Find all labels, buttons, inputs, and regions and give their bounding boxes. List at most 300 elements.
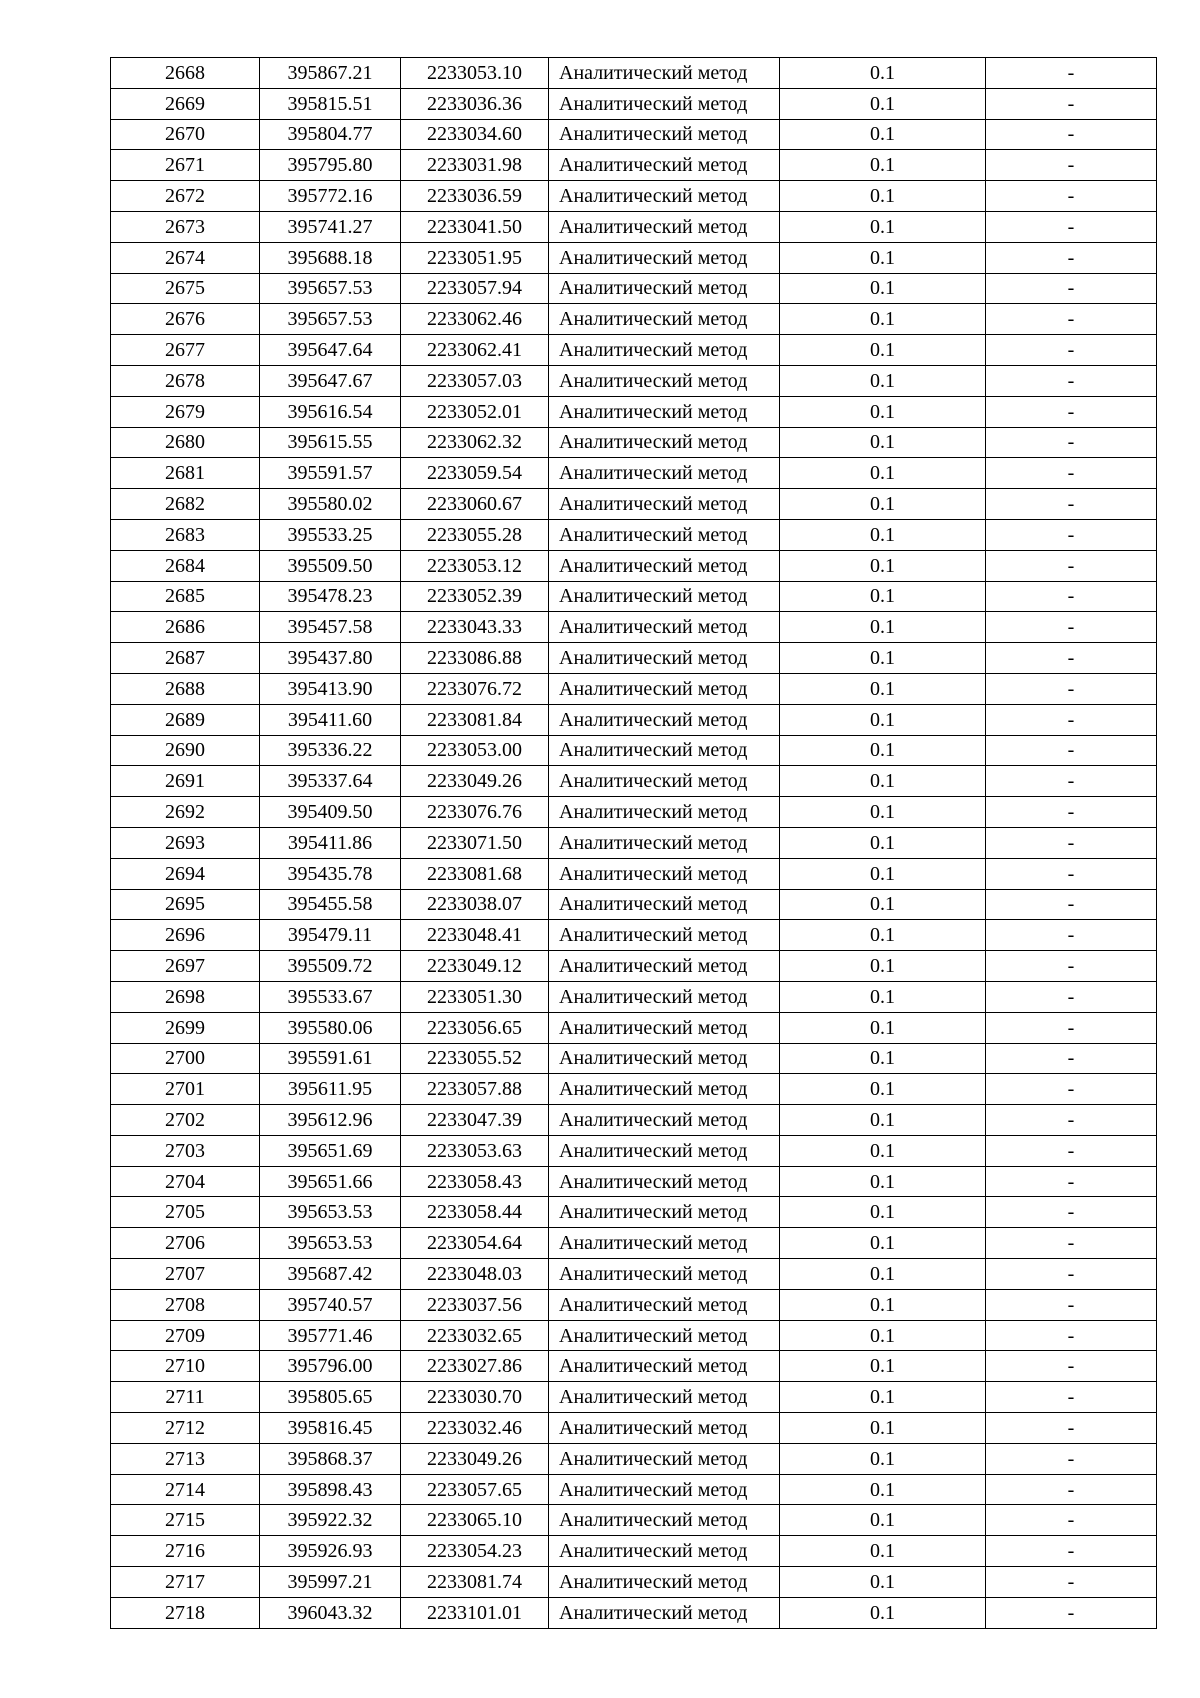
point-number-cell: 2673 (111, 211, 260, 242)
accuracy-cell: 0.1 (780, 211, 986, 242)
point-number-cell: 2669 (111, 88, 260, 119)
x-coordinate-cell: 395435.78 (260, 858, 401, 889)
x-coordinate-cell: 395868.37 (260, 1443, 401, 1474)
x-coordinate-cell: 395804.77 (260, 119, 401, 150)
note-cell: - (986, 1567, 1157, 1598)
point-number-cell: 2692 (111, 797, 260, 828)
table-row (111, 612, 1157, 643)
note-cell: - (986, 1197, 1157, 1228)
point-number-cell: 2672 (111, 181, 260, 212)
y-coordinate-cell: 2233060.67 (401, 489, 549, 520)
point-number-cell: 2687 (111, 643, 260, 674)
point-number-cell: 2711 (111, 1382, 260, 1413)
point-number-cell: 2707 (111, 1259, 260, 1290)
table-row (111, 427, 1157, 458)
y-coordinate-cell: 2233049.26 (401, 1443, 549, 1474)
note-cell: - (986, 735, 1157, 766)
accuracy-cell: 0.1 (780, 1228, 986, 1259)
x-coordinate-cell: 395580.06 (260, 1012, 401, 1043)
method-cell: Аналитический метод (549, 1443, 780, 1474)
accuracy-cell: 0.1 (780, 150, 986, 181)
method-cell: Аналитический метод (549, 827, 780, 858)
y-coordinate-cell: 2233052.01 (401, 396, 549, 427)
method-cell: Аналитический метод (549, 1382, 780, 1413)
y-coordinate-cell: 2233054.23 (401, 1536, 549, 1567)
method-cell: Аналитический метод (549, 673, 780, 704)
point-number-cell: 2698 (111, 981, 260, 1012)
x-coordinate-cell: 395653.53 (260, 1197, 401, 1228)
table-row (111, 1197, 1157, 1228)
point-number-cell: 2714 (111, 1474, 260, 1505)
x-coordinate-cell: 395457.58 (260, 612, 401, 643)
x-coordinate-cell: 395926.93 (260, 1536, 401, 1567)
x-coordinate-cell: 395509.72 (260, 951, 401, 982)
table-row (111, 273, 1157, 304)
table-row (111, 335, 1157, 366)
x-coordinate-cell: 395651.69 (260, 1135, 401, 1166)
x-coordinate-cell: 395413.90 (260, 673, 401, 704)
table-row (111, 981, 1157, 1012)
method-cell: Аналитический метод (549, 150, 780, 181)
accuracy-cell: 0.1 (780, 1289, 986, 1320)
point-number-cell: 2706 (111, 1228, 260, 1259)
table-row (111, 889, 1157, 920)
point-number-cell: 2699 (111, 1012, 260, 1043)
method-cell: Аналитический метод (549, 1567, 780, 1598)
accuracy-cell: 0.1 (780, 1135, 986, 1166)
note-cell: - (986, 1105, 1157, 1136)
x-coordinate-cell: 395411.86 (260, 827, 401, 858)
note-cell: - (986, 335, 1157, 366)
x-coordinate-cell: 395816.45 (260, 1413, 401, 1444)
method-cell: Аналитический метод (549, 1474, 780, 1505)
accuracy-cell: 0.1 (780, 951, 986, 982)
x-coordinate-cell: 395653.53 (260, 1228, 401, 1259)
y-coordinate-cell: 2233058.43 (401, 1166, 549, 1197)
note-cell: - (986, 704, 1157, 735)
x-coordinate-cell: 395478.23 (260, 581, 401, 612)
y-coordinate-cell: 2233057.65 (401, 1474, 549, 1505)
y-coordinate-cell: 2233038.07 (401, 889, 549, 920)
table-row (111, 827, 1157, 858)
point-number-cell: 2689 (111, 704, 260, 735)
x-coordinate-cell: 395867.21 (260, 58, 401, 89)
note-cell: - (986, 1043, 1157, 1074)
x-coordinate-cell: 395657.53 (260, 304, 401, 335)
method-cell: Аналитический метод (549, 211, 780, 242)
point-number-cell: 2683 (111, 519, 260, 550)
accuracy-cell: 0.1 (780, 304, 986, 335)
point-number-cell: 2713 (111, 1443, 260, 1474)
y-coordinate-cell: 2233049.26 (401, 766, 549, 797)
y-coordinate-cell: 2233053.00 (401, 735, 549, 766)
x-coordinate-cell: 395411.60 (260, 704, 401, 735)
method-cell: Аналитический метод (549, 1135, 780, 1166)
note-cell: - (986, 1166, 1157, 1197)
table-row (111, 1413, 1157, 1444)
point-number-cell: 2676 (111, 304, 260, 335)
accuracy-cell: 0.1 (780, 643, 986, 674)
table-row (111, 489, 1157, 520)
x-coordinate-cell: 395409.50 (260, 797, 401, 828)
table-row (111, 673, 1157, 704)
accuracy-cell: 0.1 (780, 1413, 986, 1444)
method-cell: Аналитический метод (549, 1320, 780, 1351)
method-cell: Аналитический метод (549, 489, 780, 520)
table-row (111, 1074, 1157, 1105)
x-coordinate-cell: 395533.25 (260, 519, 401, 550)
note-cell: - (986, 150, 1157, 181)
y-coordinate-cell: 2233057.88 (401, 1074, 549, 1105)
note-cell: - (986, 643, 1157, 674)
y-coordinate-cell: 2233057.03 (401, 365, 549, 396)
y-coordinate-cell: 2233059.54 (401, 458, 549, 489)
accuracy-cell: 0.1 (780, 1351, 986, 1382)
accuracy-cell: 0.1 (780, 1043, 986, 1074)
table-row (111, 1105, 1157, 1136)
point-number-cell: 2709 (111, 1320, 260, 1351)
y-coordinate-cell: 2233101.01 (401, 1597, 549, 1628)
table-row (111, 1597, 1157, 1628)
table-row (111, 1536, 1157, 1567)
table-row (111, 704, 1157, 735)
method-cell: Аналитический метод (549, 304, 780, 335)
point-number-cell: 2671 (111, 150, 260, 181)
y-coordinate-cell: 2233062.32 (401, 427, 549, 458)
method-cell: Аналитический метод (549, 396, 780, 427)
method-cell: Аналитический метод (549, 1505, 780, 1536)
method-cell: Аналитический метод (549, 1043, 780, 1074)
y-coordinate-cell: 2233032.65 (401, 1320, 549, 1351)
note-cell: - (986, 1597, 1157, 1628)
note-cell: - (986, 1228, 1157, 1259)
y-coordinate-cell: 2233053.10 (401, 58, 549, 89)
y-coordinate-cell: 2233055.28 (401, 519, 549, 550)
table-row (111, 735, 1157, 766)
point-number-cell: 2685 (111, 581, 260, 612)
accuracy-cell: 0.1 (780, 58, 986, 89)
table-row (111, 119, 1157, 150)
accuracy-cell: 0.1 (780, 612, 986, 643)
note-cell: - (986, 211, 1157, 242)
y-coordinate-cell: 2233043.33 (401, 612, 549, 643)
point-number-cell: 2670 (111, 119, 260, 150)
method-cell: Аналитический метод (549, 242, 780, 273)
point-number-cell: 2716 (111, 1536, 260, 1567)
accuracy-cell: 0.1 (780, 1443, 986, 1474)
y-coordinate-cell: 2233071.50 (401, 827, 549, 858)
y-coordinate-cell: 2233057.94 (401, 273, 549, 304)
x-coordinate-cell: 395336.22 (260, 735, 401, 766)
table-row (111, 1135, 1157, 1166)
point-number-cell: 2712 (111, 1413, 260, 1444)
table-row (111, 1567, 1157, 1598)
point-number-cell: 2702 (111, 1105, 260, 1136)
note-cell: - (986, 827, 1157, 858)
y-coordinate-cell: 2233034.60 (401, 119, 549, 150)
x-coordinate-cell: 395657.53 (260, 273, 401, 304)
accuracy-cell: 0.1 (780, 1597, 986, 1628)
y-coordinate-cell: 2233055.52 (401, 1043, 549, 1074)
x-coordinate-cell: 395997.21 (260, 1567, 401, 1598)
method-cell: Аналитический метод (549, 427, 780, 458)
y-coordinate-cell: 2233048.41 (401, 920, 549, 951)
table-row (111, 1043, 1157, 1074)
method-cell: Аналитический метод (549, 612, 780, 643)
table-row (111, 643, 1157, 674)
table-row (111, 1228, 1157, 1259)
y-coordinate-cell: 2233062.46 (401, 304, 549, 335)
note-cell: - (986, 951, 1157, 982)
point-number-cell: 2678 (111, 365, 260, 396)
table-row (111, 1166, 1157, 1197)
x-coordinate-cell: 395479.11 (260, 920, 401, 951)
note-cell: - (986, 58, 1157, 89)
x-coordinate-cell: 395647.67 (260, 365, 401, 396)
x-coordinate-cell: 395591.61 (260, 1043, 401, 1074)
point-number-cell: 2686 (111, 612, 260, 643)
accuracy-cell: 0.1 (780, 827, 986, 858)
note-cell: - (986, 489, 1157, 520)
note-cell: - (986, 889, 1157, 920)
accuracy-cell: 0.1 (780, 797, 986, 828)
table-row (111, 1289, 1157, 1320)
accuracy-cell: 0.1 (780, 673, 986, 704)
point-number-cell: 2718 (111, 1597, 260, 1628)
method-cell: Аналитический метод (549, 1259, 780, 1290)
point-number-cell: 2705 (111, 1197, 260, 1228)
accuracy-cell: 0.1 (780, 920, 986, 951)
accuracy-cell: 0.1 (780, 1474, 986, 1505)
method-cell: Аналитический метод (549, 1597, 780, 1628)
method-cell: Аналитический метод (549, 1536, 780, 1567)
point-number-cell: 2715 (111, 1505, 260, 1536)
table-row (111, 365, 1157, 396)
table-row (111, 1443, 1157, 1474)
x-coordinate-cell: 396043.32 (260, 1597, 401, 1628)
note-cell: - (986, 1012, 1157, 1043)
method-cell: Аналитический метод (549, 88, 780, 119)
x-coordinate-cell: 395616.54 (260, 396, 401, 427)
accuracy-cell: 0.1 (780, 119, 986, 150)
note-cell: - (986, 88, 1157, 119)
y-coordinate-cell: 2233041.50 (401, 211, 549, 242)
x-coordinate-cell: 395796.00 (260, 1351, 401, 1382)
point-number-cell: 2700 (111, 1043, 260, 1074)
method-cell: Аналитический метод (549, 704, 780, 735)
method-cell: Аналитический метод (549, 181, 780, 212)
table-row (111, 766, 1157, 797)
accuracy-cell: 0.1 (780, 489, 986, 520)
y-coordinate-cell: 2233032.46 (401, 1413, 549, 1444)
method-cell: Аналитический метод (549, 458, 780, 489)
method-cell: Аналитический метод (549, 519, 780, 550)
point-number-cell: 2680 (111, 427, 260, 458)
point-number-cell: 2703 (111, 1135, 260, 1166)
table-row (111, 550, 1157, 581)
x-coordinate-cell: 395509.50 (260, 550, 401, 581)
method-cell: Аналитический метод (549, 766, 780, 797)
point-number-cell: 2668 (111, 58, 260, 89)
accuracy-cell: 0.1 (780, 1074, 986, 1105)
note-cell: - (986, 304, 1157, 335)
note-cell: - (986, 181, 1157, 212)
x-coordinate-cell: 395455.58 (260, 889, 401, 920)
method-cell: Аналитический метод (549, 858, 780, 889)
accuracy-cell: 0.1 (780, 519, 986, 550)
note-cell: - (986, 396, 1157, 427)
note-cell: - (986, 458, 1157, 489)
table-row (111, 1320, 1157, 1351)
note-cell: - (986, 1074, 1157, 1105)
accuracy-cell: 0.1 (780, 88, 986, 119)
note-cell: - (986, 981, 1157, 1012)
method-cell: Аналитический метод (549, 1012, 780, 1043)
y-coordinate-cell: 2233058.44 (401, 1197, 549, 1228)
accuracy-cell: 0.1 (780, 858, 986, 889)
y-coordinate-cell: 2233086.88 (401, 643, 549, 674)
point-number-cell: 2684 (111, 550, 260, 581)
note-cell: - (986, 797, 1157, 828)
method-cell: Аналитический метод (549, 797, 780, 828)
note-cell: - (986, 858, 1157, 889)
point-number-cell: 2690 (111, 735, 260, 766)
table-row (111, 242, 1157, 273)
point-number-cell: 2693 (111, 827, 260, 858)
x-coordinate-cell: 395612.96 (260, 1105, 401, 1136)
note-cell: - (986, 550, 1157, 581)
note-cell: - (986, 673, 1157, 704)
y-coordinate-cell: 2233051.95 (401, 242, 549, 273)
point-number-cell: 2696 (111, 920, 260, 951)
accuracy-cell: 0.1 (780, 735, 986, 766)
table-row (111, 1012, 1157, 1043)
accuracy-cell: 0.1 (780, 1536, 986, 1567)
x-coordinate-cell: 395740.57 (260, 1289, 401, 1320)
table-row (111, 858, 1157, 889)
x-coordinate-cell: 395805.65 (260, 1382, 401, 1413)
x-coordinate-cell: 395772.16 (260, 181, 401, 212)
table-row (111, 211, 1157, 242)
note-cell: - (986, 1135, 1157, 1166)
y-coordinate-cell: 2233081.74 (401, 1567, 549, 1598)
table-row (111, 58, 1157, 89)
point-number-cell: 2701 (111, 1074, 260, 1105)
method-cell: Аналитический метод (549, 735, 780, 766)
method-cell: Аналитический метод (549, 951, 780, 982)
accuracy-cell: 0.1 (780, 242, 986, 273)
method-cell: Аналитический метод (549, 581, 780, 612)
point-number-cell: 2675 (111, 273, 260, 304)
note-cell: - (986, 273, 1157, 304)
y-coordinate-cell: 2233081.68 (401, 858, 549, 889)
y-coordinate-cell: 2233051.30 (401, 981, 549, 1012)
method-cell: Аналитический метод (549, 58, 780, 89)
point-number-cell: 2695 (111, 889, 260, 920)
accuracy-cell: 0.1 (780, 181, 986, 212)
point-number-cell: 2691 (111, 766, 260, 797)
table-row (111, 581, 1157, 612)
point-number-cell: 2688 (111, 673, 260, 704)
table-row (111, 88, 1157, 119)
table-row (111, 458, 1157, 489)
accuracy-cell: 0.1 (780, 581, 986, 612)
note-cell: - (986, 427, 1157, 458)
y-coordinate-cell: 2233052.39 (401, 581, 549, 612)
accuracy-cell: 0.1 (780, 365, 986, 396)
note-cell: - (986, 1289, 1157, 1320)
accuracy-cell: 0.1 (780, 704, 986, 735)
method-cell: Аналитический метод (549, 889, 780, 920)
point-number-cell: 2681 (111, 458, 260, 489)
note-cell: - (986, 1413, 1157, 1444)
x-coordinate-cell: 395795.80 (260, 150, 401, 181)
y-coordinate-cell: 2233049.12 (401, 951, 549, 982)
x-coordinate-cell: 395815.51 (260, 88, 401, 119)
accuracy-cell: 0.1 (780, 1012, 986, 1043)
table-row (111, 1382, 1157, 1413)
accuracy-cell: 0.1 (780, 1382, 986, 1413)
method-cell: Аналитический метод (549, 981, 780, 1012)
method-cell: Аналитический метод (549, 1228, 780, 1259)
accuracy-cell: 0.1 (780, 427, 986, 458)
table-row (111, 181, 1157, 212)
method-cell: Аналитический метод (549, 920, 780, 951)
table-body (111, 58, 1157, 1629)
method-cell: Аналитический метод (549, 119, 780, 150)
note-cell: - (986, 1382, 1157, 1413)
method-cell: Аналитический метод (549, 1289, 780, 1320)
table-row (111, 1505, 1157, 1536)
table-row (111, 396, 1157, 427)
point-number-cell: 2717 (111, 1567, 260, 1598)
y-coordinate-cell: 2233048.03 (401, 1259, 549, 1290)
y-coordinate-cell: 2233036.36 (401, 88, 549, 119)
x-coordinate-cell: 395337.64 (260, 766, 401, 797)
note-cell: - (986, 1474, 1157, 1505)
method-cell: Аналитический метод (549, 1197, 780, 1228)
note-cell: - (986, 1536, 1157, 1567)
point-number-cell: 2682 (111, 489, 260, 520)
method-cell: Аналитический метод (549, 643, 780, 674)
x-coordinate-cell: 395615.55 (260, 427, 401, 458)
y-coordinate-cell: 2233062.41 (401, 335, 549, 366)
point-number-cell: 2674 (111, 242, 260, 273)
method-cell: Аналитический метод (549, 1166, 780, 1197)
accuracy-cell: 0.1 (780, 766, 986, 797)
x-coordinate-cell: 395580.02 (260, 489, 401, 520)
accuracy-cell: 0.1 (780, 1567, 986, 1598)
note-cell: - (986, 581, 1157, 612)
y-coordinate-cell: 2233027.86 (401, 1351, 549, 1382)
accuracy-cell: 0.1 (780, 1105, 986, 1136)
y-coordinate-cell: 2233053.12 (401, 550, 549, 581)
y-coordinate-cell: 2233056.65 (401, 1012, 549, 1043)
table-row (111, 797, 1157, 828)
method-cell: Аналитический метод (549, 1351, 780, 1382)
table-row (111, 920, 1157, 951)
method-cell: Аналитический метод (549, 273, 780, 304)
method-cell: Аналитический метод (549, 335, 780, 366)
x-coordinate-cell: 395687.42 (260, 1259, 401, 1290)
accuracy-cell: 0.1 (780, 273, 986, 304)
table-row (111, 1351, 1157, 1382)
y-coordinate-cell: 2233081.84 (401, 704, 549, 735)
method-cell: Аналитический метод (549, 550, 780, 581)
point-number-cell: 2708 (111, 1289, 260, 1320)
note-cell: - (986, 119, 1157, 150)
x-coordinate-cell: 395437.80 (260, 643, 401, 674)
